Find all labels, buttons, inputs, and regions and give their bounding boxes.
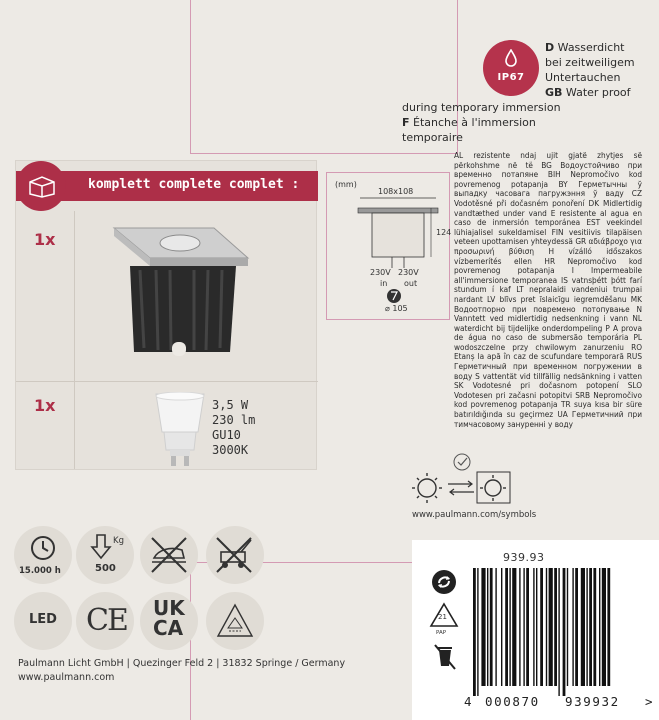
- led-label: LED: [29, 612, 57, 627]
- water-drop-icon: [504, 49, 518, 67]
- dimension-drawing: [355, 196, 445, 316]
- barcode-bar: [477, 568, 478, 696]
- barcode: [473, 568, 653, 698]
- out-label: out: [404, 279, 418, 288]
- barcode-bar: [607, 568, 610, 686]
- barcode-bar: [540, 568, 543, 686]
- translations-text: AL rezistente ndaj ujit gjatë zhytjes së përkohshme në tё BG Водоустойчиво при временно потапяне BIH Nepromočivo kod povremenog potapanja BY Герметычны ў выпадку часовага пагружэння ў ваду CZ Vodotěsné při dočasném ponoření DK Midlertidig vandtæthed under vand E resistente al agua en caso de inmersión temporánea EST veekindel lühiajalisel sukeldamisel FIN vesitiivis tilapäisen veteen upottamisen yhteydessä GR αδιάβροχο για προσωρινή βύθιση H vízálló időszakos vízbemerítés ellen HR Nepromočivo kod povremenog potapanja I Impermeabile all'immersione temporanea IS vatnsþétt þótt farí stundum í kaf LT nepralaidi vandeniui trumpai nardant LV blīvs pret īslaicīgu iegremdēšanu MK Водоотпорно при повремено потопување N Vanntett ved midlertidig nedsenkning i vann NL waterdicht bij tijdelijke onderdompeling P A prova de água no caso de submersão temporária PL wodoszczelne przy chwilowym zanurzeniu RO Etanș la apă în caz de scufundare temporară RUS Герметичный при временном погружении в воду S vattentät vid tillfällig nedsänkning i vatten SK Vodotesné pri dočasnom potopení SLO Vodotesen pri začasni potopitvi SRB Nepromočivo kod povremenog potapanja TR suya kısa bir süre batırıldığında su geçirmez UA Герметичний при тимчасовому зануренні у воду: [454, 150, 642, 429]
- no-vehicle-icon: [146, 532, 192, 578]
- barcode-bar: [599, 568, 600, 686]
- company-address: Paulmann Licht GmbH | Quezinger Feld 2 | 31832 Springe / Germany: [18, 658, 346, 669]
- barcode-bar: [563, 568, 566, 696]
- load-value: 500: [95, 563, 116, 574]
- barcode-bar: [481, 568, 485, 686]
- symbols-url[interactable]: www.paulmann.com/symbols: [412, 510, 537, 520]
- item2-quantity: 1x: [34, 396, 56, 415]
- ip-text-wide: during temporary immersion F Étanche à l'immersion temporaire: [402, 101, 561, 144]
- voltage-in-label: 230V: [370, 268, 391, 277]
- barcode-bar: [526, 568, 529, 686]
- barcode-bar: [602, 568, 606, 686]
- barcode-end: >: [645, 694, 655, 709]
- barcode-bar: [549, 568, 553, 686]
- lifetime-label: 15.000 h: [19, 566, 61, 576]
- ip67-label: IP67: [497, 72, 525, 83]
- barcode-bar: [554, 568, 557, 686]
- article-number: 939.93: [503, 551, 545, 564]
- barcode-bar: [519, 568, 520, 686]
- barcode-bar: [509, 568, 510, 686]
- barcode-bar: [523, 568, 524, 686]
- recycle-icon: [430, 568, 458, 596]
- barcode-bar: [572, 568, 573, 686]
- ip-text: D Wasserdicht bei zeitweiligem Untertauchen GB Water proof: [545, 41, 635, 99]
- barcode-bar: [536, 568, 537, 686]
- barcode-bar: [575, 568, 578, 686]
- recycle-label: PAP: [436, 630, 447, 636]
- barcode-bar: [505, 568, 508, 686]
- barcode-bar: [487, 568, 488, 686]
- ip67-badge: [483, 40, 539, 96]
- recycle-code: 21: [438, 613, 447, 621]
- voltage-out-label: 230V: [398, 268, 419, 277]
- barcode-group1: 000870: [485, 694, 540, 709]
- barcode-bar: [567, 568, 568, 686]
- barcode-bar: [501, 568, 502, 686]
- barcode-bar: [512, 568, 516, 686]
- barcode-bar: [473, 568, 476, 696]
- barcode-bar: [586, 568, 587, 686]
- barcode-bar: [558, 568, 559, 696]
- barcode-bar: [589, 568, 592, 686]
- barcode-bar: [593, 568, 596, 686]
- gu10-bulb-image: [150, 392, 210, 468]
- height-label: 124: [436, 228, 452, 237]
- barcode-group2: 939932: [565, 694, 620, 709]
- ukca-top: UK: [153, 596, 185, 620]
- contents-header: [16, 161, 318, 205]
- cutout-label: ⌀ 105: [385, 304, 408, 313]
- light-comparison-icons: [410, 452, 512, 504]
- barcode-bar: [495, 568, 496, 686]
- ground-spotlight-image: [110, 214, 260, 364]
- clock-icon: [28, 533, 58, 563]
- ukca-bottom: CA: [153, 616, 184, 640]
- ce-mark: CE: [86, 603, 127, 638]
- load-arrow-icon: [90, 533, 112, 561]
- installation-warning-icon: [215, 602, 255, 640]
- barcode-bar: [581, 568, 585, 686]
- width-label: 108x108: [378, 187, 414, 196]
- bulb-specs: 3,5 W 230 lm GU10 3000K: [212, 398, 256, 457]
- no-lawnmower-icon: [211, 532, 257, 578]
- contents-title: komplett complete complet :: [88, 177, 300, 192]
- barcode-first-digit: 4: [464, 694, 474, 709]
- unit-label: (mm): [335, 180, 357, 189]
- barcode-bar: [546, 568, 547, 686]
- item1-quantity: 1x: [34, 230, 56, 249]
- weee-bin-icon: [431, 642, 459, 670]
- barcode-bar: [490, 568, 493, 686]
- barcode-bar: [533, 568, 534, 686]
- box-vertical-divider: [74, 211, 75, 469]
- box-divider: [16, 381, 318, 382]
- company-url[interactable]: www.paulmann.com: [18, 672, 115, 683]
- in-label: in: [380, 279, 388, 288]
- box-icon: [28, 174, 56, 198]
- footer: [18, 657, 345, 685]
- load-unit: Kg: [113, 536, 124, 546]
